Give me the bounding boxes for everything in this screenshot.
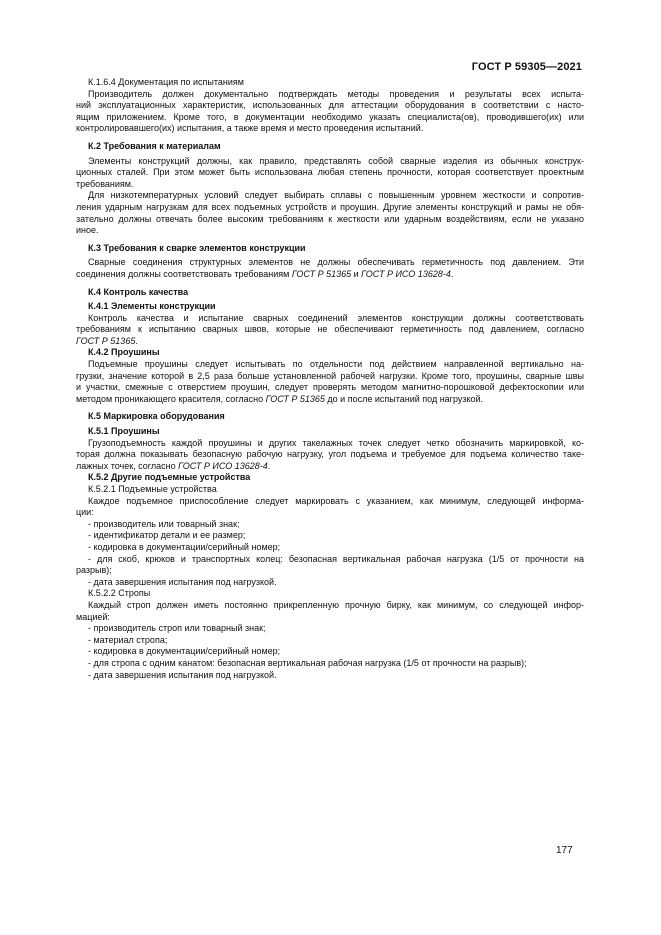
k164-paragraph xyxy=(76,89,584,135)
k42-heading: К.4.2 Проушины xyxy=(88,347,160,358)
document-code: ГОСТ Р 59305—2021 xyxy=(471,61,582,73)
k41-heading: К.4.1 Элементы конструкции xyxy=(88,301,216,312)
k2-paragraph-2 xyxy=(76,190,584,236)
k42-line: грузки, значение которой в 2,5 раза больше установленной рабочей нагрузки. Кроме того, проушины, сварные швы xyxy=(76,370,584,381)
k522-line: Каждый строп должен иметь постоянно прикрепленную прочную бирку, как минимум, со следующей инфор- xyxy=(88,599,584,610)
k51-text: лажных точек, согласно xyxy=(76,460,179,471)
k3-heading: К.3 Требования к сварке элементов конструкции xyxy=(88,242,306,253)
k42-paragraph xyxy=(76,359,584,405)
k51-line: торая должна показывать безопасную рабочую нагрузку, угол подъема и требуемое для подъема количество таке- xyxy=(76,449,584,460)
k522-list-item: - кодировка в документации/серийный номер; xyxy=(88,646,281,657)
k2-line: требованиям. xyxy=(76,178,134,189)
k3-text: . xyxy=(450,268,454,279)
k521-item-line: - для скоб, крюков и транспортных колец: безопасная вертикальная рабочая нагрузка (1/5 от прочности на xyxy=(88,553,584,564)
k521-list-item: - идентификатор детали и ее размер; xyxy=(88,530,246,541)
k3-text: и xyxy=(351,268,362,279)
k2-line: ления ударным нагрузкам для всех подъемных устройств и проушин. Другие элементы конструкций и рамы не обя- xyxy=(76,201,584,212)
k522-list-item: - производитель строп или товарный знак; xyxy=(88,623,266,634)
k42-reference-gost: ГОСТ Р 51365 xyxy=(265,393,325,404)
k51-line xyxy=(76,461,584,473)
k522-list-item: - материал стропа; xyxy=(88,634,168,645)
k5-heading: К.5 Маркировка оборудования xyxy=(88,411,225,422)
k42-text: до и после испытаний под нагрузкой. xyxy=(324,393,484,404)
k42-line xyxy=(76,394,584,406)
k2-paragraph-1 xyxy=(76,156,584,191)
k2-heading: К.2 Требования к материалам xyxy=(88,140,221,151)
k521-list-item: - производитель или товарный знак; xyxy=(88,518,240,529)
k521-line: ции: xyxy=(76,507,94,518)
k164-line: ний эксплуатационных характеристик, использованных для аттестации оборудования в соответствии с насто- xyxy=(76,100,584,111)
k2-line: иное. xyxy=(76,225,99,236)
k52-heading: К.5.2 Другие подъемные устройства xyxy=(88,472,251,483)
k42-line: и участки, смежные с отверстием проушин, следует проверять методом магнитно-порошковой дефектоскопии или xyxy=(76,382,584,393)
k164-line: Производитель должен документально подтверждать методы проведения и результаты всех испыта- xyxy=(88,88,584,99)
k521-item-line: разрыв); xyxy=(76,565,112,576)
page-content xyxy=(76,77,584,681)
page-number: 177 xyxy=(556,845,573,856)
k42-line: Подъемные проушины следует испытывать по отдельности под действием направленной вертикально на- xyxy=(88,359,584,370)
k3-reference-iso: ГОСТ Р ИСО 13628-4 xyxy=(361,268,451,279)
k41-text: . xyxy=(135,335,138,346)
k2-line: Для низкотемпературных условий следует выбирать сплавы с повышенным уровнем жесткости и сопротив- xyxy=(88,190,584,201)
k51-paragraph xyxy=(76,438,584,473)
k51-text: . xyxy=(267,460,271,471)
k521-list-item: - кодировка в документации/серийный номер; xyxy=(88,541,281,552)
k522-line: мацией: xyxy=(76,611,110,622)
k521-line: Каждое подъемное приспособление следует маркировать с указанием, как минимум, следующей информа- xyxy=(88,495,584,506)
k3-reference-gost: ГОСТ Р 51365 xyxy=(291,268,352,279)
k3-line: Сварные соединения структурных элементов не должны обеспечивать герметичность под давлением. Эти xyxy=(88,257,584,268)
k3-line xyxy=(76,269,584,281)
k164-line: ящим приложением. Кроме того, в документации необходимо указать специалиста(ов), проводившего(их) или xyxy=(76,111,584,122)
k522-heading: К.5.2.2 Стропы xyxy=(88,588,151,599)
k522-intro xyxy=(76,600,584,623)
k522-list-item: - дата завершения испытания под нагрузкой. xyxy=(88,669,277,680)
k521-heading: К.5.2.1 Подъемные устройства xyxy=(88,484,217,494)
k2-line: зательно должны отвечать более высоким требованиям к жесткости или ударным воздействиям, если не указано xyxy=(76,213,584,224)
k41-paragraph xyxy=(76,313,584,348)
k2-line: ционных сталей. При этом может быть использована любая степень прочности, которая соответствует проектным xyxy=(76,167,584,178)
k3-paragraph xyxy=(76,257,584,280)
k51-reference-iso: ГОСТ Р ИСО 13628-4 xyxy=(178,460,268,471)
k521-list-item: - дата завершения испытания под нагрузкой. xyxy=(88,576,277,587)
k41-reference-gost: ГОСТ Р 51365 xyxy=(76,335,136,346)
k3-text: соединения должны соответствовать требованиям xyxy=(76,268,292,279)
k41-line: требованиям к испытанию сварных швов, которые не обеспечивают герметичность под давлением, согласно xyxy=(76,324,584,335)
k42-text: методом проникающего красителя, согласно xyxy=(76,393,266,404)
k164-line: контролировавшего(их) испытания, а также время и место проведения испытаний. xyxy=(76,123,424,134)
k522-list-item: - для стропа с одним канатом: безопасная вертикальная рабочая нагрузка (1/5 от прочности на разрыв); xyxy=(88,657,527,668)
k2-line: Элементы конструкций должны, как правило, представлять собой сварные изделия из обычных конструк- xyxy=(88,155,584,166)
k41-line: Контроль качества и испытание сварных соединений элементов конструкции должны соответствовать xyxy=(88,312,584,323)
k521-list-item xyxy=(76,554,584,577)
k164-title: К.1.6.4 Документация по испытаниям xyxy=(88,77,244,87)
k51-heading: К.5.1 Проушины xyxy=(88,426,160,437)
k521-intro xyxy=(76,496,584,519)
k51-line: Грузоподъемность каждой проушины и других такелажных точек следует четко обозначить маркировкой, ко- xyxy=(88,437,584,448)
k41-line xyxy=(76,336,584,348)
k4-heading: К.4 Контроль качества xyxy=(88,286,189,297)
